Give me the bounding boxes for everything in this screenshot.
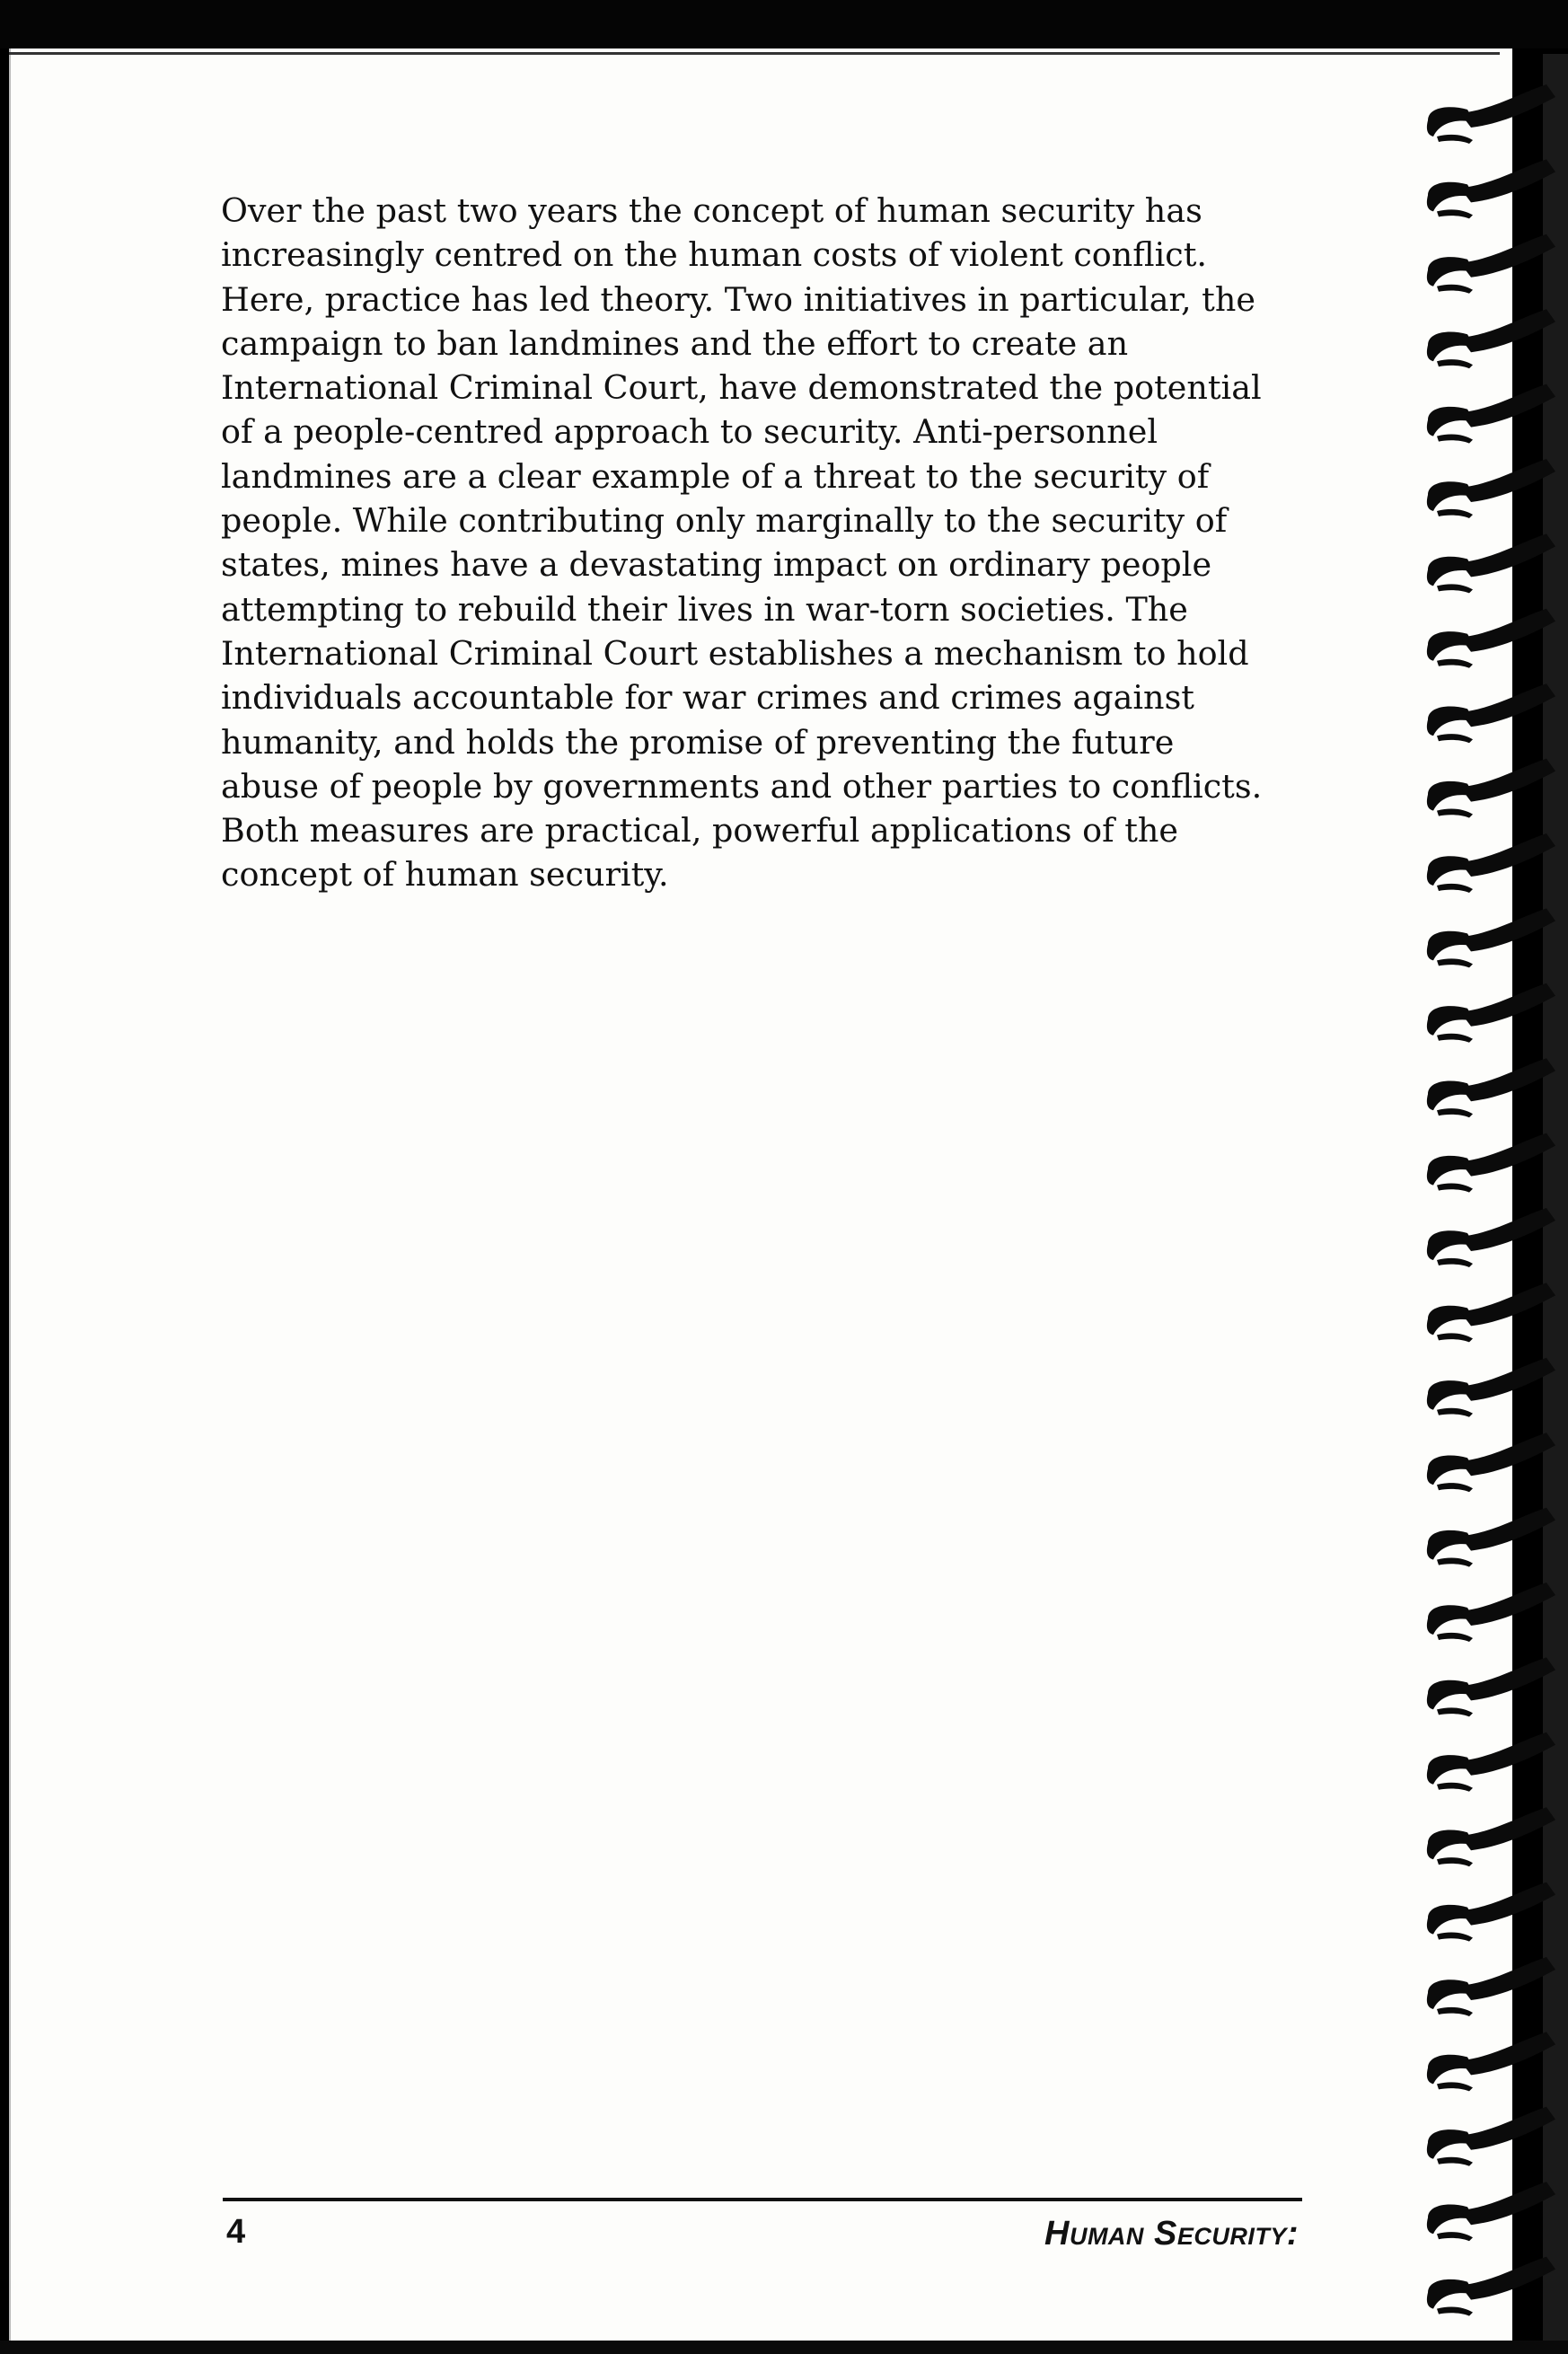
binding-coil [1427,1957,1555,2016]
binding-coil [1427,983,1555,1043]
binding-coil [1427,84,1555,144]
binding-coil [1427,234,1555,294]
binding-coil [1427,384,1555,444]
binding-coil [1427,1358,1555,1417]
binding-coil [1427,2182,1555,2241]
binding-coil [1427,908,1555,967]
footer-rule [223,2198,1302,2201]
binding-coil [1427,1133,1555,1193]
spiral-binding-icon [1421,54,1568,2354]
body-paragraph: Over the past two years the concept of human security has increasingly centred on the human costs of violent conflict. Here, practice has led theory. Two initiatives in particular, the campaign to ban landmines and the effort to create an International Criminal Court, have demonstrated the potential of a people-centred approach to security. Anti-personnel landmines are a clear example of a threat to the security of people. While contributing only marginally to the security of states, mines have a devastating impact on ordinary people attempting to rebuild their lives in war-torn societies. The International Criminal Court establishes a mechanism to hold individuals accountable for war crimes and crimes against humanity, and holds the promise of preventing the future abuse of people by governments and other parties to conflicts. Both measures are practical, powerful applications of the concept of human security. [221,191,1263,895]
scan-bottom-edge [0,2341,1568,2354]
binding-coil [1427,1807,1555,1866]
binding-coil [1427,759,1555,818]
scan-top-edge [0,0,1568,48]
binding-coil [1427,833,1555,893]
binding-coil [1427,1732,1555,1792]
binding-coil [1427,533,1555,593]
binding-coil [1427,683,1555,743]
page-top-edge-line [9,52,1500,55]
binding-coil [1427,1508,1555,1567]
binding-coil [1427,1058,1555,1117]
binding-coil [1427,459,1555,518]
binding-coil [1427,2257,1555,2316]
binding-coil [1427,2032,1555,2091]
binding-coil [1427,1283,1555,1342]
binding-coil [1427,1208,1555,1267]
binding-coil [1427,1433,1555,1492]
binding-coil [1427,1583,1555,1642]
page-number: 4 [226,2213,246,2251]
binding-coil [1427,159,1555,218]
binding-coil [1427,609,1555,668]
binding-coil [1427,309,1555,368]
running-footer-title: Human Security: [1044,2215,1299,2253]
binding-coil [1427,1657,1555,1716]
binding-coil [1427,1882,1555,1942]
binding-coil [1427,2107,1555,2166]
